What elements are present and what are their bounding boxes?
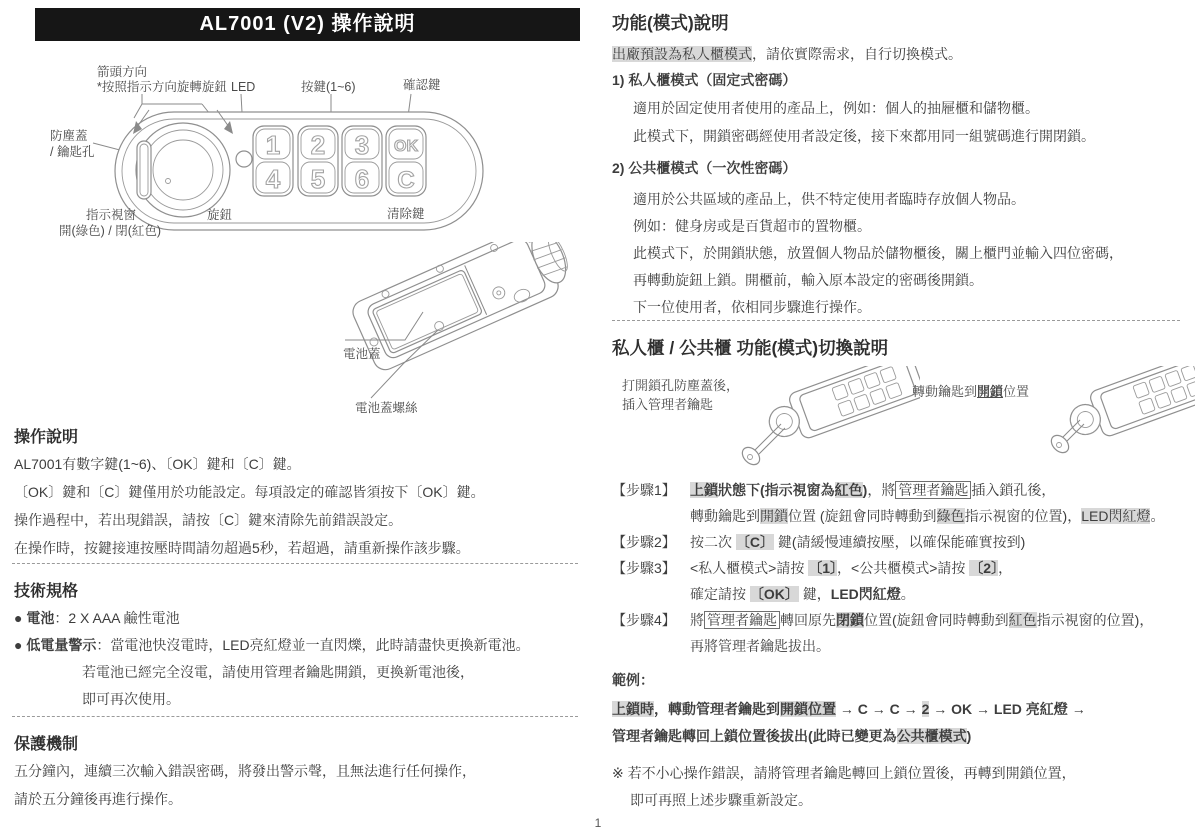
text-line: 此模式下，於開鎖狀態，放置個人物品於儲物櫃後，關上櫃門並輸入四位密碼， — [633, 245, 1123, 261]
label-clear-key: 清除鍵 — [387, 207, 425, 221]
key-6-glyph: 6 — [354, 164, 370, 194]
lock-back-body — [349, 242, 578, 373]
section-spec-heading: 技術規格 — [14, 583, 79, 600]
text-line: 請於五分鐘後再進行操作。 — [14, 791, 182, 807]
step-label: 【步驟3】 — [612, 560, 676, 576]
label-indicator-colors: 開(綠色) / 閉(紅色) — [59, 224, 162, 238]
step-line: 按二次 〔C〕 鍵(請緩慢連續按壓，以確保能確實按到) — [690, 534, 1026, 550]
manager-key-bow — [739, 444, 763, 468]
section-operation-body — [14, 450, 589, 562]
label-keyhole: / 鑰匙孔 — [50, 145, 95, 159]
example-line: 上鎖時，轉動管理者鑰匙到開鎖位置 → C → C → 2 → OK → LED 亮紅燈 → — [612, 701, 1086, 717]
section-switch-heading: 私人櫃 / 公共櫃 功能(模式)切換說明 — [612, 338, 889, 358]
mode2-title: 2) 公共櫃模式（一次性密碼） — [612, 160, 797, 176]
label-battery-screw: 電池蓋螺絲 — [355, 401, 418, 415]
step-line: 再將管理者鑰匙拔出。 — [690, 638, 830, 654]
step-line: 轉動鑰匙到開鎖位置 (旋鈕會同時轉動到綠色指示視窗的位置)，LED閃紅燈。 — [690, 508, 1165, 524]
text-line: 再轉動旋鈕上鎖。開櫃前，輸入原本設定的密碼後開鎖。 — [633, 272, 983, 288]
label-battery-cover: 電池蓋 — [343, 347, 381, 361]
section-protect-body — [14, 757, 589, 813]
step-body — [690, 477, 1196, 529]
text-line: AL7001有數字鍵(1~6)、〔OK〕鍵和〔C〕鍵。 — [14, 456, 301, 472]
spec-line: 即可再次使用。 — [82, 691, 180, 707]
label-arrow-direction: 箭頭方向 — [97, 65, 148, 79]
text-line: 下一位使用者，依相同步驟進行操作。 — [633, 299, 871, 315]
lock-back-diagram — [335, 242, 585, 432]
illustration-turn-key — [1050, 366, 1195, 476]
text-line: 適用於公共區域的產品上，供不特定使用者臨時存放個人物品。 — [633, 191, 1025, 207]
key-4-glyph: 4 — [265, 164, 281, 194]
section-protect-heading: 保護機制 — [14, 736, 79, 753]
indicator-window — [137, 141, 151, 199]
divider-dashed — [12, 563, 578, 564]
step-body — [690, 607, 1196, 659]
divider-dashed — [12, 716, 578, 717]
key-ok-glyph: OK — [394, 138, 418, 155]
note-body — [612, 760, 1196, 814]
key-5-glyph: 5 — [310, 164, 326, 194]
step-label: 【步驟2】 — [612, 534, 676, 550]
spec-line: ● 低電量警示：當電池快沒電時，LED亮紅燈並一直閃爍，此時請盡快更換新電池。 — [14, 637, 530, 653]
mode1-body — [612, 94, 1192, 150]
switch-caption-right: 轉動鑰匙到開鎖位置 — [912, 384, 1030, 399]
spec-line: 若電池已經完全沒電，請使用管理者鑰匙開鎖，更換新電池後， — [82, 664, 474, 680]
label-indicator-window: 指示視窗 — [86, 208, 137, 222]
step-line: 確定請按 〔OK〕 鍵，LED閃紅燈。 — [690, 586, 915, 602]
divider-dashed — [612, 320, 1180, 321]
step-1 — [612, 477, 1196, 529]
step-4 — [612, 607, 1196, 659]
text-line: 此模式下，開鎖密碼經使用者設定後，接下來都用同一組號碼進行開閉鎖。 — [633, 128, 1095, 144]
key-1-glyph: 1 — [265, 130, 281, 160]
caption-line: 插入管理者鑰匙 — [622, 397, 714, 412]
text-line: 五分鐘內，連續三次輸入錯誤密碼，將發出警示聲，且無法進行任何操作， — [14, 763, 476, 779]
lock-front-diagram — [35, 58, 515, 243]
function-intro: 出廠預設為私人櫃模式，請依實際需求，自行切換模式。 — [612, 46, 962, 62]
switch-steps — [612, 477, 1196, 659]
mode1-title: 1) 私人櫃模式（固定式密碼） — [612, 72, 797, 88]
section-spec-body — [14, 605, 589, 713]
key-c-glyph: C — [397, 167, 415, 194]
step-body — [690, 555, 1196, 607]
mini-lock-body-1 — [762, 366, 920, 449]
note-line: 即可再照上述步驟重新設定。 — [630, 792, 812, 808]
page-title: AL7001 (V2) 操作說明 — [35, 8, 580, 41]
caption-line: 打開鎖孔防塵蓋後， — [622, 378, 740, 393]
text-line: 在操作時，按鍵接連按壓時間請勿超過5秒，若超過，請重新操作該步驟。 — [14, 540, 470, 556]
label-keys: 按鍵(1~6) — [301, 80, 356, 94]
illustration-insert-key — [735, 366, 920, 476]
note-line: ※ 若不小心操作錯誤，請將管理者鑰匙轉回上鎖位置後，再轉到開鎖位置， — [612, 765, 1076, 781]
label-led: LED — [231, 80, 256, 94]
example-heading: 範例： — [612, 672, 654, 688]
key-3-glyph: 3 — [354, 130, 370, 160]
text-line: 〔OK〕鍵和〔C〕鍵僅用於功能設定。每項設定的確認皆須按下〔OK〕鍵。 — [14, 484, 485, 500]
key-2-glyph: 2 — [310, 130, 326, 160]
mini-plate — [799, 366, 917, 432]
label-dust-cover: 防塵蓋 — [50, 129, 88, 143]
step-line: 上鎖狀態下(指示視窗為紅色)，將 管理者鑰匙 插入鎖孔後， — [690, 482, 1056, 498]
step-line: 將 管理者鑰匙 轉回原先閉鎖位置(旋鈕會同時轉動到紅色指示視窗的位置)， — [690, 612, 1154, 628]
step-label: 【步驟1】 — [612, 482, 676, 498]
mini-lock-body-2 — [1063, 366, 1195, 447]
label-arrow-direction-note: *按照指示方向旋轉旋鈕 — [97, 80, 227, 94]
page-number: 1 — [594, 816, 602, 830]
mode2-body — [612, 186, 1192, 321]
step-3 — [612, 555, 1196, 607]
text-line: 操作過程中，若出現錯誤，請按〔C〕鍵來清除先前錯誤設定。 — [14, 512, 403, 528]
text-line: 適用於固定使用者使用的產品上，例如：個人的抽屜櫃和儲物櫃。 — [633, 100, 1039, 116]
spec-line: ● 電池：2 X AAA 鹼性電池 — [14, 610, 180, 626]
text-line: 例如：健身房或是百貨超市的置物櫃。 — [633, 218, 871, 234]
section-operation-heading: 操作說明 — [14, 429, 79, 446]
example-body — [612, 696, 1196, 750]
switch-caption-left — [622, 376, 739, 414]
example-line: 管理者鑰匙轉回上鎖位置後拔出(此時已變更為公共櫃模式) — [612, 728, 972, 744]
section-function-heading: 功能(模式)說明 — [612, 13, 729, 33]
step-label: 【步驟4】 — [612, 612, 676, 628]
step-line: <私人櫃模式>請按 〔1〕，<公共櫃模式>請按 〔2〕， — [690, 560, 1013, 576]
step-body — [690, 529, 1196, 555]
label-confirm-key: 確認鍵 — [403, 78, 441, 92]
step-2 — [612, 529, 1196, 555]
label-knob: 旋鈕 — [207, 208, 233, 222]
led-indicator — [236, 151, 252, 167]
